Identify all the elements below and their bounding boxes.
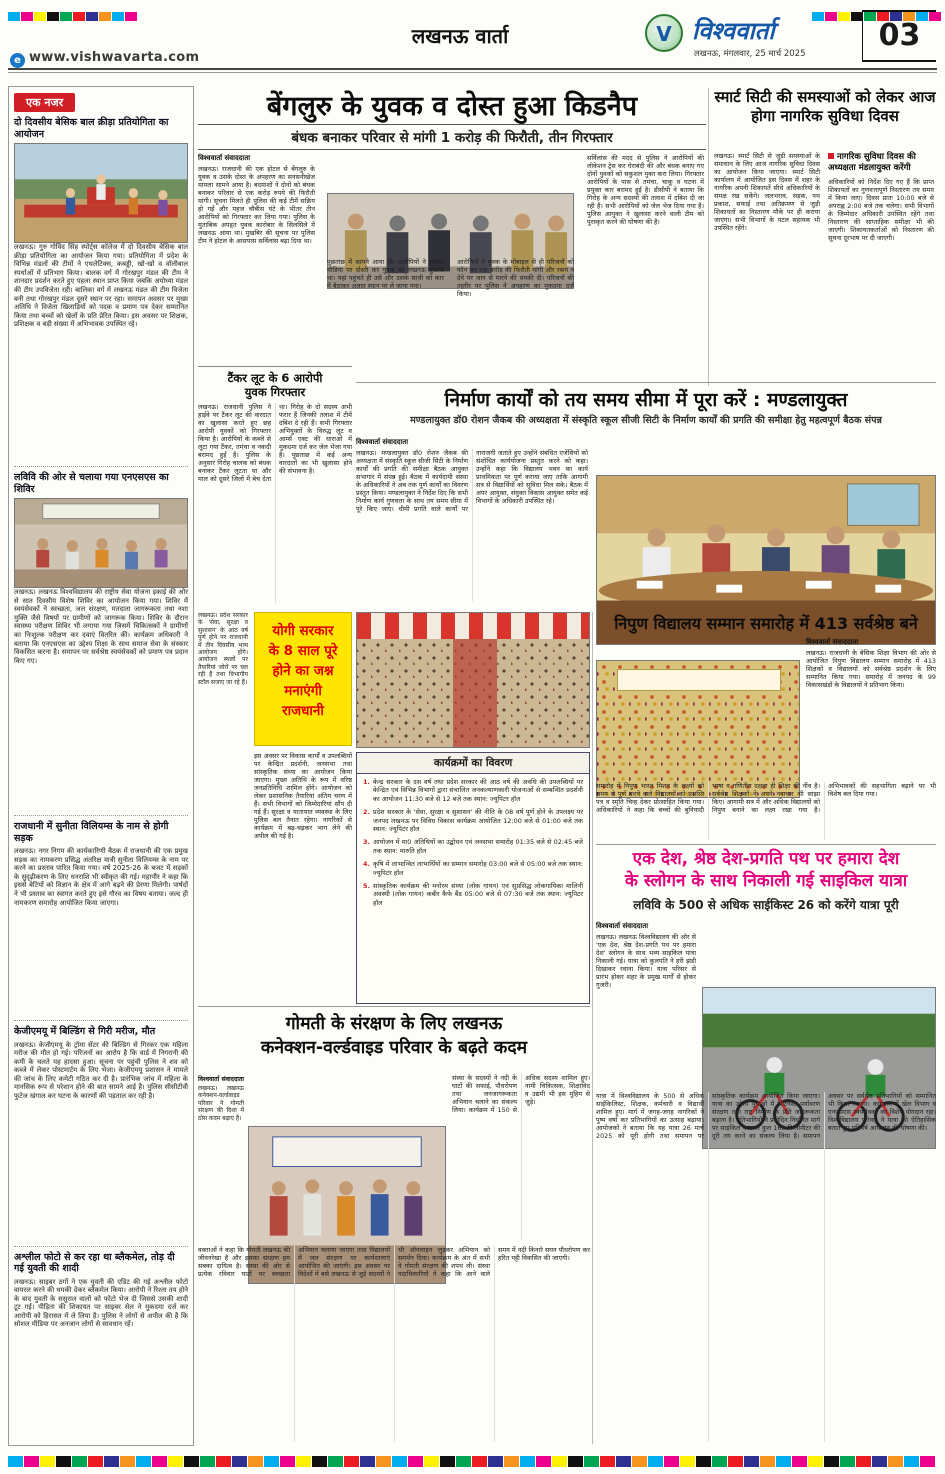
stage-banner xyxy=(617,669,781,691)
tanker-story xyxy=(198,366,352,608)
gomti-bottom-text: वक्ताओं ने कहा कि गोमती लखनऊ की जीवनरेखा है और इसका संरक्षण हम सबका दायित्व है। संस्था की ओर से प्रत्येक रविवार घाटों पर स्वच्छता अभियान चलाया जाएगा तथा विद्यालयों में जल संरक्षण पर कार्यशालाएं आयोजित की जाएंगी। इस अवसर पर विदेशों में बसे लखनऊ से जुड़े सदस्यों ने भी ऑनलाइन जुड़कर अभियान को समर्थन दिया। कार्यक्रम के अंत में सभी ने गोमती संरक्षण की शपथ ली। संस्था पदाधिकारियों ने कहा कि आने वाले समय में नदी किनारे सघन पौधरोपण कर हरित पट्टी विकसित की जाएगी। xyxy=(198,1246,590,1278)
ek-story-headline: दो दिवसीय बेसिक बाल क्रीड़ा प्रतियोगिता का आयोजन xyxy=(14,117,169,140)
byline: विश्ववार्ता संवाददाता xyxy=(198,154,251,162)
smart-city-col-text: अधिकारियों को निर्देश दिए गए हैं कि प्राप्त शिकायतों का गुणवत्तापूर्ण निस्तारण तय समय में किया जाए। दिवस प्रातः 10:00 बजे से अपराह्न 2:00 बजे तक चलेगा। सभी विभागों के जिम्मेदार अधिकारी उपस्थित रहेंगे तथा निस्तारण की साप्ताहिक समीक्षा भी की जाएगी। शिकायतकर्ताओं को निस्तारण की सूचना दूरभाष पर दी जाएगी। xyxy=(828,178,934,242)
cycle-side-col xyxy=(596,922,696,1084)
tanker-body: लखनऊ। राजधानी पुलिस ने हाईवे पर टैंकर लूट की वारदात का खुलासा करते हुए छह आरोपी युवकों को गिरफ्तार किया है। आरोपियों के कब्जे से लूटा गया टैंकर, तमंचा व नकदी बरामद हुई है। पुलिस के अनुसार गिरोह चालक को बंधक बनाकर टैंकर लूटता था और माल को दूसरे जिलों में बेच देता था। गिरोह के दो सदस्य अभी फरार हैं जिनकी तलाश में टीमें दबिश दे रही हैं। सभी गिरफ्तार अभियुक्तों के विरुद्ध लूट व आर्म्स एक्ट की धाराओं में मुकदमा दर्ज कर जेल भेजा गया है। पूछताछ में कई अन्य वारदातों का भी खुलासा होने की संभावना है। xyxy=(198,403,352,483)
smart-city-headline: स्मार्ट सिटी की समस्याओं को लेकर आज होगा नागरिक सुविधा दिवस xyxy=(714,88,936,125)
ek-najar-column xyxy=(8,86,194,1446)
ek-najar-label: एक नजर xyxy=(14,93,75,112)
nipun-side-col xyxy=(806,638,936,776)
divider xyxy=(14,1020,188,1021)
kidnap-col-3: आरोपियों ने युवक के मोबाइल से ही परिजनों को फोन कर एक करोड़ की फिरौती मांगी और रकम न देने पर जान से मारने की धमकी दी। परिजनों की तहरीर पर पुलिस ने अपहरण का मुकदमा दर्ज किया। xyxy=(457,258,574,298)
red-carpet xyxy=(453,639,497,748)
cycle-headline: एक देश, श्रेष्ठ देश-प्रगति पथ पर हमारा देश के स्लोगन के साथ निकाली गई साइकिल यात्रा xyxy=(624,849,908,891)
divider xyxy=(596,844,936,845)
ek-story-headline: केजीएमयू में बिल्डिंग से गिरी मरीज, मौत xyxy=(14,1026,156,1037)
ek-story-body: लखनऊ। नगर निगम की कार्यकारिणी बैठक में राजधानी की एक प्रमुख सड़क का नामकरण प्रसिद्ध अंतरिक्ष यात्री सुनीता विलियम्स के नाम पर करने का प्रस्ताव पारित किया गया। वर्ष 2025-26 के बजट में सड़कों के सुदृढ़ीकरण के लिए धनराशि भी स्वीकृत की गई। महापौर ने कहा कि इससे बेटियों को विज्ञान के क्षेत्र में आगे बढ़ने की प्रेरणा मिलेगी। पार्षदों ने भी प्रस्ताव का स्वागत करते हुए इसे गौरव का विषय बताया। जल्द ही नामकरण समारोह आयोजित किया जाएगा। xyxy=(14,847,188,907)
edition-dateline: लखनऊ, मंगलवार, 25 मार्च 2025 xyxy=(694,49,806,59)
ek-story-headline: लविवि की ओर से चलाया गया एनएसएस का शिविर xyxy=(14,472,169,495)
nipun-story xyxy=(596,612,936,842)
color-bar-bottom xyxy=(8,1452,937,1471)
header-rule xyxy=(8,68,937,70)
masthead-block xyxy=(645,14,683,52)
kidnap-col-4: सर्विलांस की मदद से पुलिस ने आरोपियों की लोकेशन ट्रेस कर घेराबंदी की और बंधक बनाए गए दोनों युवकों को सकुशल मुक्त करा लिया। गिरफ्तार आरोपियों के पास से तमंचा, चाकू व घटना में प्रयुक्त कार बरामद हुई है। डीसीपी ने बताया कि गिरोह के अन्य सदस्यों की तलाश में दबिश दी जा रही है। सभी आरोपियों को जेल भेज दिया गया है। पुलिस आयुक्त ने खुलासा करने वाली टीम को पुरस्कृत करने की घोषणा की है। xyxy=(587,154,704,226)
nirman-story xyxy=(356,386,936,608)
divider xyxy=(14,1246,188,1247)
smart-city-col-1: लखनऊ। स्मार्ट सिटी से जुड़ी समस्याओं के समाधान के लिए आज नागरिक सुविधा दिवस का आयोजन किया जाएगा। स्मार्ट सिटी कार्यालय में आयोजित इस दिवस में शहर के नागरिक अपनी शिकायतें सीधे अधिकारियों के समक्ष रख सकेंगे। जलभराव, सड़क, पथ प्रकाश, सफाई तथा अतिक्रमण से जुड़ी शिकायतों का निस्तारण मौके पर ही कराया जाएगा। सभी विभागों के पटल सहायक भी उपस्थित रहेंगे। xyxy=(714,152,820,232)
nipun-side-text: लखनऊ। राजधानी के बेसिक शिक्षा विभाग की ओर से आयोजित निपुण विद्यालय सम्मान समारोह में 413 शिक्षकों व विद्यालयों को सर्वश्रेष्ठ प्रदर्शन के लिए सम्मानित किया गया। समारोह में जनपद के 99 विकासखंडों के विद्यालयों ने प्रतिभाग किया। xyxy=(806,649,936,689)
kidnap-subhead: बंधक बनाकर परिवार से मांगी 1 करोड़ की फिरौती, तीन गिरफ्तार xyxy=(198,124,706,150)
gomti-side-text: संस्था के सदस्यों ने नदी के घाटों की सफाई, पौधरोपण तथा जनजागरूकता अभियान चलाने का संकल्प लिया। कार्यक्रम में 150 से अधिक सदस्य शामिल हुए। नामी चिकित्सक, शिक्षाविद व उद्यमी भी इस मुहिम से जुड़े। xyxy=(452,1074,590,1114)
divider xyxy=(356,382,936,383)
ek-story-body: लखनऊ। गुरु गोविंद सिंह स्पोर्ट्स कॉलेज में दो दिवसीय बेसिक बाल क्रीड़ा प्रतियोगिता का आयोजन किया गया। प्रतियोगिता में प्रदेश के विभिन्न मंडलों की टीमों ने एथलेटिक्स, कबड्डी, खो-खो व वॉलीबाल स्पर्धाओं में प्रतिभाग किया। बालक वर्ग में गोरखपुर मंडल की टीम ने शानदार प्रदर्शन करते हुए पहला स्थान प्राप्त किया जबकि अयोध्या मंडल की टीम उपविजेता रही। बालिका वर्ग में लखनऊ मंडल की टीम विजेता बनी तथा गोरखपुर मंडल दूसरे स्थान पर रहा। समापन अवसर पर मुख्य अतिथि ने विजेता खिलाड़ियों को पदक व प्रमाण पत्र देकर सम्मानित किया तथा बच्चों को खेलों के प्रति प्रेरित किया। इस अवसर पर शिक्षक, प्रशिक्षक व बड़ी संख्या में अभिभावक उपस्थित रहे। xyxy=(14,243,188,329)
ek-story-body: लखनऊ। साइबर ठगों ने एक युवती की एडिट की गई अश्लील फोटो वायरल करने की धमकी देकर ब्लैकमेल किया। आरोपी ने रिश्ता तय होने के बाद युवती के ससुराल वालों को फोटो भेज दी जिससे उसकी शादी टूट गई। पीड़िता की शिकायत पर साइबर सेल ने मुकदमा दर्ज कर आरोपी को हिरासत में ले लिया है। पुलिस ने लोगों से अपील की है कि सोशल मीडिया पर अनजान लोगों से सावधान रहें। xyxy=(14,1277,188,1329)
gomti-narrow-text: लखनऊ। लखनऊ कनेक्शन-वर्ल्डवाइड परिवार ने गोमती संरक्षण की दिशा में ठोस कदम बढ़ाए हैं। xyxy=(198,1085,244,1122)
kidnap-headline: बेंगलुरु के युवक व दोस्त हुआ किडनैप xyxy=(266,91,638,122)
cycle-subhead: लविवि के 500 से अधिक साईकिस्ट 26 को करेंगे यात्रा पूरी xyxy=(633,898,899,912)
tent-stripes xyxy=(357,613,589,639)
nirman-text xyxy=(356,438,588,604)
masthead-logo-icon: V xyxy=(645,14,683,52)
nirman-subhead: मण्डलायुक्त डॉ0 रोशन जैकब की अध्यक्षता में संस्कृति स्कूल सीजी सिटी के निर्माण कार्यों की प्रगति की समीक्षा हेतु महत्वपूर्ण बैठक संपन्न xyxy=(410,415,882,426)
byline: विश्ववार्ता संवाददाता xyxy=(806,638,859,646)
nss-camp-photo xyxy=(14,498,188,588)
nipun-headline: निपुण विद्यालय सम्मान समारोह में 413 सर्वश्रेष्ठ बने xyxy=(614,614,918,633)
yogi-body: इस अवसर पर विकास कार्यों व उपलब्धियों पर केन्द्रित प्रदर्शनी, जनसभा तथा सांस्कृतिक संध्या का आयोजन किया जाएगा। मुख्य अतिथि के रूप में वरिष्ठ जनप्रतिनिधि शामिल होंगे। आयोजन को लेकर प्रशासनिक तैयारियां अंतिम चरण में हैं। सभी विभागों को जिम्मेदारियां सौंप दी गई हैं। सुरक्षा व यातायात व्यवस्था के लिए पुलिस बल तैनात रहेगा। नागरिकों से कार्यक्रम में बढ़-चढ़कर भाग लेने की अपील की गई है। xyxy=(254,752,352,840)
smart-city-story xyxy=(714,88,936,388)
yogi-event-crowd-photo xyxy=(356,612,590,748)
byline: विश्ववार्ता संवाददाता xyxy=(356,438,409,446)
ek-story-body: लखनऊ। लखनऊ विश्वविद्यालय की राष्ट्रीय सेवा योजना इकाई की ओर से सात दिवसीय विशेष शिविर का आयोजन किया गया। शिविर में स्वयंसेवकों ने स्वच्छता, जल संरक्षण, मतदाता जागरूकता तथा नशा मुक्ति जैसे विषयों पर ग्रामीणों को जागरूक किया। शिविर के दौरान स्वास्थ्य परीक्षण शिविर भी लगाया गया जिसमें चिकित्सकों ने ग्रामीणों का निःशुल्क परीक्षण कर दवाएं वितरित कीं। कार्यक्रम अधिकारी ने बताया कि एनएसएस का उद्देश्य शिक्षा के साथ समाज सेवा के संस्कार विकसित करना है। समापन पर सर्वश्रेष्ठ स्वयंसेवकों को प्रमाण पत्र प्रदान किए गए। xyxy=(14,588,188,665)
website-url: www.vishwavarta.com xyxy=(29,50,200,65)
yogi-promo-box: योगी सरकार के 8 साल पूरे होने का जश्न मनाएंगी राजधानी xyxy=(254,612,352,746)
cycle-side-text: लखनऊ। लखनऊ विश्वविद्यालय की ओर से 'एक देश, श्रेष्ठ देश-प्रगति पथ पर हमारा देश' स्लोगन के साथ भव्य साइकिल यात्रा निकाली गई। यात्रा को कुलपति ने हरी झंडी दिखाकर रवाना किया। यात्रा परिसर से प्रारंभ होकर शहर के प्रमुख मार्गों से होकर गुजरी। xyxy=(596,933,696,989)
color-bar-top-left xyxy=(8,6,138,25)
ek-story-headline: राजधानी में सुनीता विलियम्स के नाम से होगी सड़क xyxy=(14,821,169,844)
ek-story-headline: अश्लील फोटो से कर रहा था ब्लैकमेल, तोड़ दी गई युवती की शादी xyxy=(14,1251,175,1274)
cycle-story xyxy=(596,848,936,1444)
nipun-bottom-text: समारोह में निपुण भारत मिशन के लक्ष्यों को समय से पूर्ण करने वाले विद्यालयों को प्रशस्ति पत्र व स्मृति चिन्ह देकर प्रोत्साहित किया गया। अधिकारियों ने कहा कि बच्चों की बुनियादी भाषा व गणितीय दक्षता ही शिक्षा की नींव है। सर्वश्रेष्ठ शिक्षकों ने अपने नवाचार भी साझा किए। आगामी सत्र में और अधिक विद्यालयों को निपुण बनाने का लक्ष्य रखा गया है। अभिभावकों की सहभागिता बढ़ाने पर भी विशेष बल दिया गया। xyxy=(596,782,936,814)
nipun-group-photo xyxy=(596,660,800,798)
yogi-story xyxy=(198,612,352,1004)
program-items: केन्द्र सरकार के दस वर्ष तथा प्रदेश सरकार की आठ वर्ष की अवधि की उपलब्धियों पर केन्द्रित एवं विभिन्न विभागों द्वारा संचालित जनकल्याणकारी योजनाओं से सम्बन्धित प्रदर्शनी का आयोजन 11:30 बजे से 12 बजे तक स्थान: ज्यूपिटर हॉल प्रदेश सरकार के 'सेवा, सुरक्षा व सुशासन' की नीति के 08 वर्ष पूर्ण होने के उपलक्ष्य पर जनपद लखनऊ पर विविध विकास कार्यक्रम आयोजित 12:00 बजे से 01:00 बजे तक स्थान: ज्यूपिटर हॉल आयोजन में मा0 अतिथियों का उद्बोधन एवं जनसभा समारोह 01:35 बजे से 02:45 बजे तक स्थान: मारुति हॉल कृषि में लाभान्वित लाभार्थियों का सम्मान समारोह 03:00 बजे से 05:00 बजे तक स्थान: ज्यूपिटर हॉल सांस्कृतिक कार्यक्रम की मनोरम संध्या (लोक गायन) एवं सुप्रसिद्ध लोकगायिका मालिनी अवस्थी (लोक गायन) कबीर कैफे बैंड 05:00 बजे से 07:30 बजे तक स्थान: ज्यूपिटर हॉल xyxy=(373,778,583,907)
smart-city-col-2 xyxy=(828,152,934,382)
globe-icon: e xyxy=(10,53,25,68)
ek-story-body: लखनऊ। केजीएमयू के ट्रॉमा सेंटर की बिल्डिंग से गिरकर एक महिला मरीज की मौत हो गई। परिजनों का आरोप है कि वार्ड में निगरानी की कमी के चलते यह हादसा हुआ। सूचना पर पहुंची पुलिस ने शव को कब्जे में लेकर पोस्टमार्टम के लिए भेजा। केजीएमयू प्रशासन ने मामले की जांच के लिए कमेटी गठित कर दी है। प्रारंभिक जांच में महिला के मानसिक रूप से परेशान होने की बात सामने आई है। पुलिस सीसीटीवी फुटेज खंगाल कर घटना के कारणों की पड़ताल कर रही है। xyxy=(14,1040,188,1101)
kidnap-col-text: लखनऊ। राजधानी की एक होटल से बेंगलुरु के युवक व उसके दोस्त के अपहरण का सनसनीखेज मामला सामने आया है। बदमाशों ने दोनों को बंधक बनाकर परिवार से एक करोड़ रुपये की फिरौती मांगी। सूचना मिलते ही पुलिस की कई टीमें सक्रिय हो गईं और महज चौबीस घंटे के भीतर तीन आरोपियों को गिरफ्तार कर लिया गया। पुलिस के मुताबिक अपहृत युवक कारोबार के सिलसिले में लखनऊ आया था। मुखबिर की सूचना पर पुलिस टीम ने होटल के आसपास सर्विलांस बढ़ा दिया था। xyxy=(198,165,315,245)
page-section-title: लखनऊ वार्ता xyxy=(411,24,509,48)
tanker-headline: टैंकर लूट के 6 आरोपी युवक गिरफ्तार xyxy=(227,371,323,399)
cycle-bottom-text: यात्रा में विश्वविद्यालय के 500 से अधिक साईकिलिस्ट, शिक्षक, कर्मचारी व विद्यार्थी शामिल हुए। मार्ग में जगह-जगह नागरिकों ने पुष्प वर्षा कर प्रतिभागियों का उत्साह बढ़ाया। आयोजकों ने बताया कि यह यात्रा 26 मार्च 2025 को पूरी होगी तथा समापन पर सांस्कृतिक कार्यक्रम आयोजित किया जाएगा। यात्रा का उद्देश्य युवाओं में फिटनेस, पर्यावरण संरक्षण तथा राष्ट्र निर्माण के प्रति जागरूकता बढ़ाना है। प्रतिभागियों ने प्रतिदिन निर्धारित मार्ग पर साइकिल चलाकर कुल 160 किलोमीटर की दूरी तय करने का संकल्प लिया है। समापन अवसर पर सर्वश्रेष्ठ प्रतिभागियों को सम्मानित भी किया जाएगा। कार्यक्रम में खेल विभाग व एनएसएस स्वयंसेवकों का विशेष योगदान रहा। विश्वविद्यालय परिवार ने यात्रा को ऐतिहासिक बताते हुए प्रतिवर्ष आयोजन की घोषणा की। xyxy=(596,1092,936,1140)
divider xyxy=(592,612,593,1444)
divider xyxy=(198,1006,590,1007)
header-rule-thin xyxy=(8,72,937,73)
yogi-narrow-col: लखनऊ। प्रदेश सरकार के 'सेवा, सुरक्षा व सुशासन' के आठ वर्ष पूर्ण होने पर राजधानी में तीन दिवसीय भव्य आयोजन होंगे। आयोजन स्थलों पर तैयारियां जोरों पर चल रही हैं तथा विभागीय स्टॉल सजाए जा रहे हैं। xyxy=(198,612,248,686)
gomti-narrow-col xyxy=(198,1074,244,1240)
program-schedule-box xyxy=(356,752,590,1004)
kidnap-col-2: पूछताछ में सामने आया कि आरोपियों ने सोशल मीडिया पर दोस्ती कर युवक को लखनऊ बुलाया था। यहां पहुंचते ही उसे और उसके साथी को कार में बैठाकर अज्ञात स्थान पर ले जाया गया। xyxy=(327,258,444,290)
nirman-body: लखनऊ। मण्डलायुक्त डॉ0 रोशन जैकब की अध्यक्षता में संस्कृति स्कूल सीजी सिटी के निर्माण कार्यों की प्रगति की समीक्षा बैठक आयुक्त सभागार में संपन्न हुई। बैठक में कार्यदायी संस्था के अधिकारियों ने अब तक पूर्ण कार्यों का विवरण प्रस्तुत किया। मण्डलायुक्त ने निर्देश दिए कि सभी निर्माण कार्य गुणवत्ता के साथ तय समय सीमा में पूरे किए जाएं। धीमी प्रगति वाले कार्यों पर नाराजगी जताते हुए उन्होंने संबंधित एजेंसियों को संशोधित कार्ययोजना प्रस्तुत करने को कहा। उन्होंने कहा कि विद्यालय भवन का कार्य प्राथमिकता पर पूर्ण कराया जाए ताकि आगामी सत्र से विद्यार्थियों को सुविधा मिल सके। बैठक में अपर आयुक्त, संयुक्त विकास आयुक्त समेत कई विभागों के अधिकारी उपस्थित रहे। xyxy=(356,449,588,513)
page-number: 03 xyxy=(862,10,936,62)
nirman-headline: निर्माण कार्यों को तय समय सीमा में पूरा करें : मण्डलायुक्त xyxy=(444,389,848,411)
kidnap-story xyxy=(198,86,706,362)
bullet-square-icon xyxy=(828,153,834,159)
divider xyxy=(14,466,188,467)
program-box-title: कार्यक्रमों का विवरण xyxy=(357,753,589,774)
byline: विश्ववार्ता संवाददाता xyxy=(596,922,649,930)
gomti-story xyxy=(198,1012,590,1444)
gomti-headline: गोमती के संरक्षण के लिए लखनऊ कनेक्शन-वर्ल्डवाइड परिवार के बढ़ते कदम xyxy=(260,1014,528,1058)
kidnap-col-1 xyxy=(198,154,315,356)
smart-city-bullet: नागरिक सुविधा दिवस की अध्यक्षता मंडलायुक्त करेंगी xyxy=(828,152,916,173)
sports-competition-photo xyxy=(14,143,188,243)
website-block xyxy=(10,46,199,68)
divider xyxy=(708,88,709,386)
divider xyxy=(14,815,188,816)
masthead-title: विश्ववार्ता xyxy=(692,17,775,45)
byline: विश्ववार्ता संवाददाता xyxy=(198,1076,244,1083)
